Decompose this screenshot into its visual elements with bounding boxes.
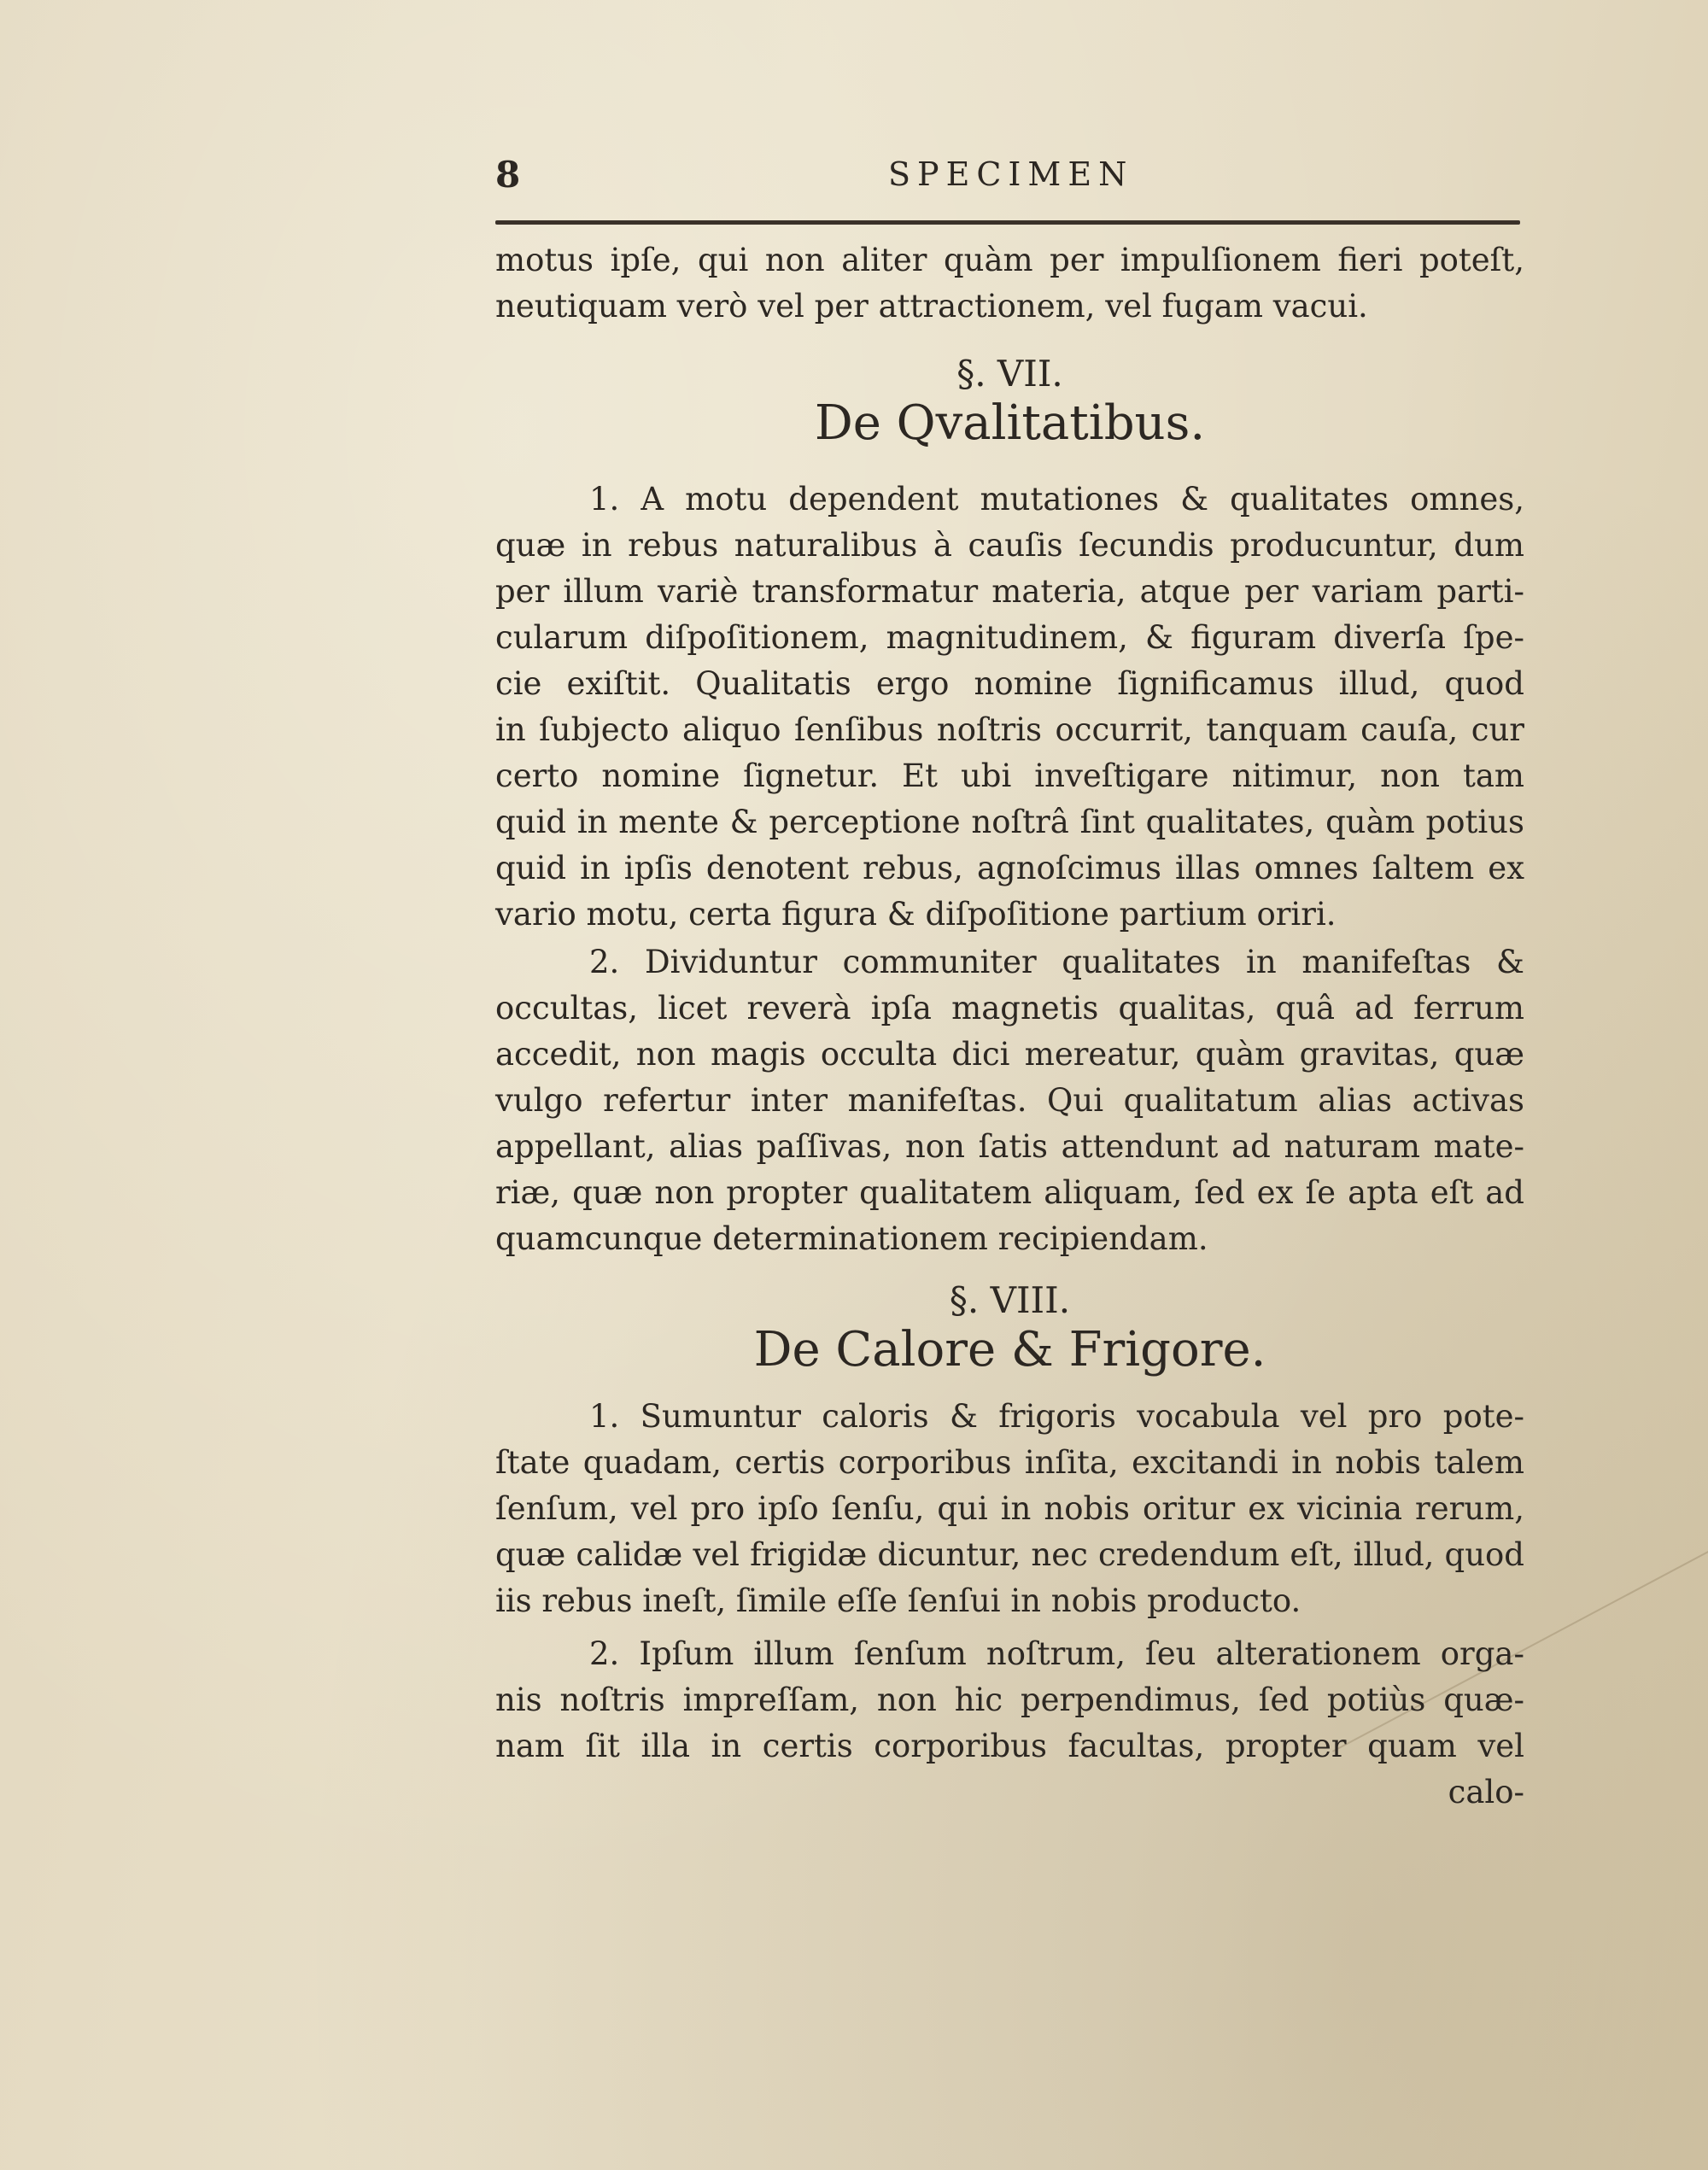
section-7-paragraph-2: [495, 939, 1524, 1262]
text-line: vulgo refertur inter manifeſtas. Qui qualitatum alias activas: [495, 1082, 1524, 1119]
text-line: quamcunque determinationem recipiendam.: [495, 1220, 1208, 1257]
catchword: calo-: [1448, 1774, 1524, 1810]
running-title: SPECIMEN: [888, 155, 1134, 193]
text-line: 1. A motu dependent mutationes & qualitates omnes,: [589, 481, 1524, 518]
text-line: occultas, licet reverà ipſa magnetis qualitas, quâ ad ferrum: [495, 990, 1524, 1027]
text-line: motus ipſe, qui non aliter quàm per impulſionem fieri poteſt,: [495, 242, 1524, 278]
opening-paragraph: [495, 237, 1524, 330]
text-line: iis rebus ineſt, ſimile eſſe ſenſui in nobis producto.: [495, 1582, 1301, 1619]
text-line: 1. Sumuntur caloris & frigoris vocabula vel pro pote-: [589, 1398, 1524, 1435]
section-7-paragraph-1: [495, 477, 1524, 938]
header-rule: [495, 220, 1520, 225]
text-line: certo nomine ſignetur. Et ubi inveſtigare nitimur, non tam: [495, 757, 1524, 794]
text-line: in ſubjecto aliquo ſenſibus noſtris occurrit, tanquam cauſa, cur: [495, 711, 1524, 748]
section-8-paragraph-1: [495, 1394, 1524, 1624]
text-line: nam ſit illa in certis corporibus facultas, propter quam vel: [495, 1728, 1524, 1764]
text-line: cie exiſtit. Qualitatis ergo nomine ſignificamus illud, quod: [495, 665, 1524, 702]
text-line: appellant, alias paſſivas, non ſatis attendunt ad naturam mate-: [495, 1128, 1524, 1165]
section-8-title: De Calore & Frigore.: [753, 1322, 1266, 1377]
text-line: 2. Ipſum illum ſenſum noſtrum, ſeu alterationem orga-: [589, 1635, 1524, 1672]
section-8-paragraph-2: [495, 1631, 1524, 1816]
text-line: cularum diſpoſitionem, magnitudinem, & figuram diverſa ſpe-: [495, 619, 1524, 656]
text-line: quid in mente & perceptione noſtrâ ſint qualitates, quàm potius: [495, 804, 1524, 840]
text-line: ſenſum, vel pro ipſo ſenſu, qui in nobis oritur ex vicinia rerum,: [495, 1490, 1524, 1527]
text-line: per illum variè transformatur materia, atque per variam parti-: [495, 573, 1524, 610]
text-line: quæ calidæ vel frigidæ dicuntur, nec credendum eſt, illud, quod: [495, 1536, 1524, 1573]
text-line: 2. Dividuntur communiter qualitates in manifeſtas &: [589, 944, 1524, 980]
page-number: 8: [495, 154, 521, 196]
section-7-title: De Qvalitatibus.: [814, 395, 1206, 451]
text-line: vario motu, certa figura & diſpoſitione partium oriri.: [495, 896, 1337, 933]
text-line: quid in ipſis denotent rebus, agnoſcimus illas omnes ſaltem ex: [495, 850, 1524, 886]
text-line: quæ in rebus naturalibus à cauſis ſecundis producuntur, dum: [495, 527, 1524, 564]
text-line: neutiquam verò vel per attractionem, vel fugam vacui.: [495, 288, 1368, 325]
section-7-number: §. VII.: [956, 353, 1063, 395]
text-line: ſtate quadam, certis corporibus inſita, excitandi in nobis talem: [495, 1444, 1524, 1481]
text-line: nis noſtris impreſſam, non hic perpendimus, ſed potiùs quæ-: [495, 1682, 1524, 1718]
text-line: accedit, non magis occulta dici mereatur, quàm gravitas, quæ: [495, 1036, 1524, 1073]
page-header: [495, 154, 1520, 205]
text-line: riæ, quæ non propter qualitatem aliquam, ſed ex ſe apta eſt ad: [495, 1174, 1524, 1211]
section-8-number: §. VIII.: [949, 1279, 1071, 1321]
